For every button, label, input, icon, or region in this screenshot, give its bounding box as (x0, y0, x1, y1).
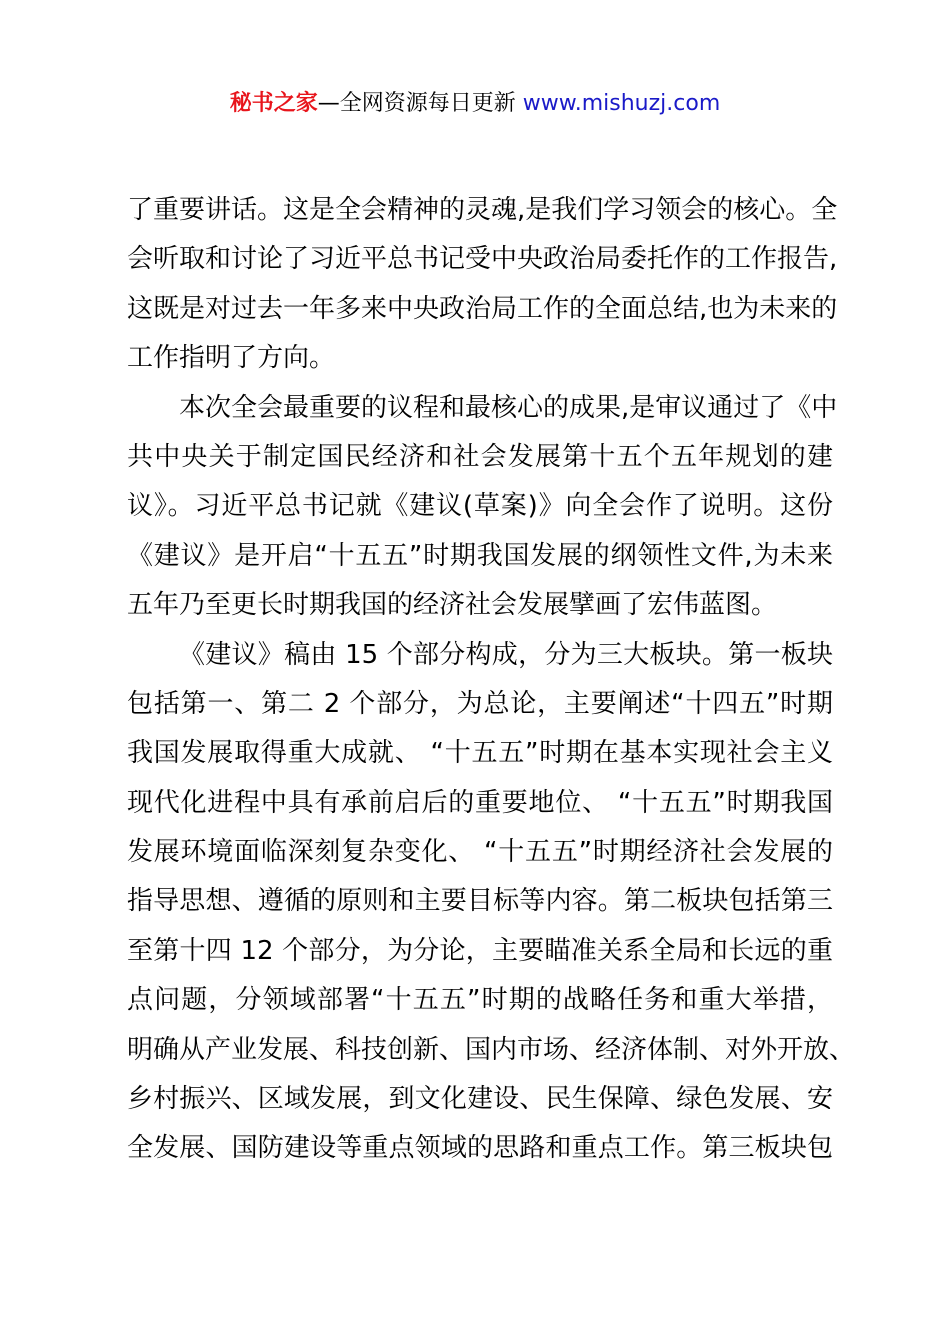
text-line: 明确从产业发展、科技创新、国内市场、经济体制、对外开放、 (127, 1034, 856, 1065)
text-line: 至第十四 12 个部分，为分论，主要瞄准关系全局和长远的重 (127, 935, 833, 966)
text-line: 本次全会最重要的议程和最核心的成果,是审议通过了《中 (179, 392, 838, 423)
brand-name: 秘书之家 (229, 91, 318, 116)
document-body (127, 186, 856, 1174)
text-line: 《建议》稿由 15 个部分构成，分为三大板块。第一板块 (179, 639, 833, 670)
text-line: 工作指明了方向。 (127, 343, 336, 374)
text-line: 乡村振兴、区域发展，到文化建设、民生保障、绿色发展、安 (127, 1084, 833, 1115)
text-line: 共中央关于制定国民经济和社会发展第十五个五年规划的建 (127, 441, 833, 472)
text-line: 现代化进程中具有承前启后的重要地位、 “十五五”时期我国 (127, 787, 833, 818)
text-line: 会听取和讨论了习近平总书记受中央政治局委托作的工作报告, (127, 244, 838, 275)
text-line: 全发展、国防建设等重点领域的思路和重点工作。第三板块包 (127, 1133, 833, 1164)
text-line: 了重要讲话。这是全会精神的灵魂,是我们学习领会的核心。全 (127, 195, 838, 225)
text-line: 我国发展取得重大成就、 “十五五”时期在基本实现社会主义 (127, 738, 833, 769)
text-line: 包括第一、第二 2 个部分，为总论，主要阐述“十四五”时期 (127, 688, 833, 719)
text-line: 《建议》是开启“十五五”时期我国发展的纲领性文件,为未来 (127, 540, 833, 571)
text-line: 这既是对过去一年多来中央政治局工作的全面总结,也为未来的 (127, 293, 838, 324)
text-line: 发展环境面临深刻复杂变化、 “十五五”时期经济社会发展的 (127, 837, 833, 868)
site-url-link[interactable]: www.mishuzj.com (522, 91, 721, 116)
text-line: 五年乃至更长时期我国的经济社会发展擘画了宏伟蓝图。 (127, 590, 778, 621)
text-line: 指导思想、遵循的原则和主要目标等内容。第二板块包括第三 (127, 886, 833, 917)
text-line: 点问题，分领域部署“十五五”时期的战略任务和重大举措， (127, 985, 833, 1016)
text-line: 议》。习近平总书记就《建议(草案)》向全会作了说明。这份 (127, 491, 833, 522)
header-tagline: —全网资源每日更新 (317, 91, 523, 116)
site-header (0, 86, 950, 122)
